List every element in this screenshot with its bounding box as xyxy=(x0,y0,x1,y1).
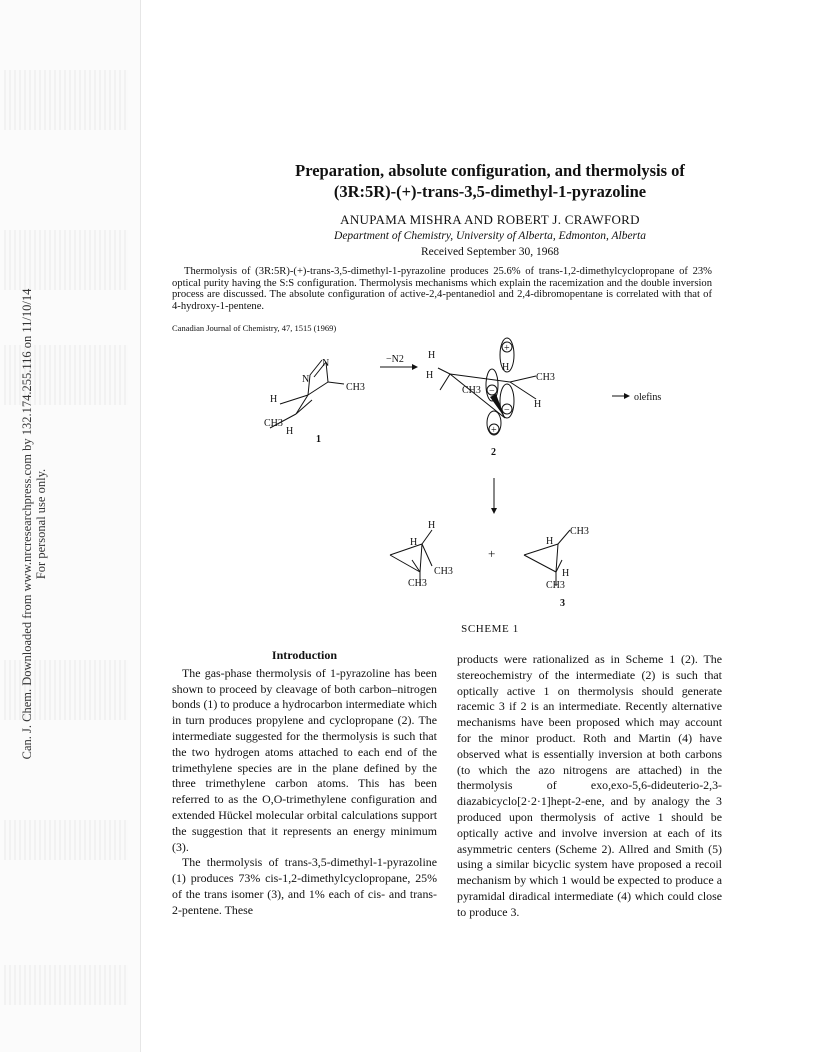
label-plus: + xyxy=(491,425,497,436)
journal-citation: Canadian Journal of Chemistry, 47, 1515 (1969) xyxy=(172,323,337,333)
atom-n: N xyxy=(322,358,330,369)
affiliation: Department of Chemistry, University of Alberta, Edmonton, Alberta xyxy=(334,230,646,242)
atom-ch3: CH3 xyxy=(264,418,283,429)
scan-noise xyxy=(4,965,128,1005)
paragraph: products were rationalized as in Scheme 1 (2). The stereochemistry of the intermediate (2) is such that optically active 1 on thermolysis should generate racemic 3 if 2 is an intermediate. Recently alternative mechanisms have been proposed which may account for the minor product. Roth and Martin (4) have observed what is essentially inversion at both carbons (to which the azo nitrogens are attached) in the thermolysis of exo,exo-5,6-dideuterio-2,3-diazabicyclo[2·2·1]hept-2-ene, and by analogy the 3 produced upon thermolysis of active 1 should be optically active and involve inversion at each of its asymmetric centers (Scheme 2). Allred and Smith (5) using a similar bicyclic system have proposed a recoil mechanism by which 1 would be expected to produce a pyramidal diradical intermediate (4) which could close to produce 3. xyxy=(457,652,722,919)
authors: ANUPAMA MISHRA AND ROBERT J. CRAWFORD xyxy=(340,212,640,227)
atom-ch3: CH3 xyxy=(408,578,427,589)
label-plus: + xyxy=(504,343,510,354)
label-minus: − xyxy=(489,386,495,397)
atom-h: H xyxy=(546,536,554,547)
label-olefins: olefins xyxy=(634,392,662,403)
compound-1 xyxy=(264,358,365,445)
atom-ch3: CH3 xyxy=(546,580,565,591)
compound-number: 2 xyxy=(491,447,496,458)
scheme-1-diagram xyxy=(240,330,760,620)
received-date: Received September 30, 1968 xyxy=(421,246,559,258)
atom-ch3: CH3 xyxy=(536,372,555,383)
down-arrow xyxy=(491,478,497,514)
atom-n: N xyxy=(302,374,310,385)
atom-h: H xyxy=(428,350,436,361)
download-notice xyxy=(20,224,48,824)
paragraph: The thermolysis of trans-3,5-dimethyl-1-pyrazoline (1) produces 73% cis-1,2-dimethylcyclopropane, 25% of the trans isomer (3), and 1% each of cis- and trans-2-pentene. These xyxy=(172,855,437,917)
compound-number: 3 xyxy=(560,598,565,609)
label-plus: + xyxy=(488,546,496,561)
atom-ch3: CH3 xyxy=(570,526,589,537)
title-line1: Preparation, absolute configuration, and thermolysis of xyxy=(295,161,685,180)
paragraph: The gas-phase thermolysis of 1-pyrazoline has been shown to proceed by cleavage of both carbon–nitrogen bonds (1) to produce a hydrocarbon intermediate which in turn produces propylene and cyclopropane (2). The intermediate suggested for the thermolysis is such that the two hydrogen atoms attached to each end of the trimethylene species are in the plane defined by the three trimethylene carbon atoms. This has been referred to as the O,O-trimethylene configuration and extended Hückel molecular orbital calculations support the suggestion that it represents an energy minimum (3). xyxy=(172,665,437,854)
atom-h: H xyxy=(502,362,510,373)
atom-h: H xyxy=(534,399,542,410)
atom-h: H xyxy=(410,537,418,548)
atom-ch3: CH3 xyxy=(462,385,481,396)
product-trans-3 xyxy=(524,526,589,609)
scan-noise xyxy=(4,820,128,860)
atom-h: H xyxy=(426,370,434,381)
section-heading: Introduction xyxy=(271,648,338,662)
intermediate-2 xyxy=(426,338,555,458)
atom-ch3: CH3 xyxy=(434,566,453,577)
scheme-caption: SCHEME 1 xyxy=(461,623,519,635)
scan-noise xyxy=(4,70,128,130)
reaction-arrow xyxy=(380,354,418,370)
download-notice-line1: Can. J. Chem. Downloaded from www.nrcresearchpress.com by 132.174.255.116 on 11/10/14 xyxy=(20,288,34,760)
title-line2: (3R:5R)-(+)-trans-3,5-dimethyl-1-pyrazoline xyxy=(333,182,647,201)
label-minus-n2: −N2 xyxy=(386,354,404,365)
abstract: Thermolysis of (3R:5R)-(+)-trans-3,5-dimethyl-1-pyrazoline produces 25.6% of trans-1,2-dimethylcyclopropane of 23% optical purity having the S:S configuration. Thermolysis mechanisms which explain the racemization and the double inversion process are discussed. The absolute configuration of active-2,4-pentanediol and 2,4-dibromopentane is correlated with that of 4-hydroxy-1-pentene. xyxy=(172,266,712,312)
atom-h: H xyxy=(286,426,294,437)
product-cis xyxy=(390,520,453,589)
body-left-column xyxy=(172,648,437,919)
download-notice-line2: For personal use only. xyxy=(34,468,48,580)
label-minus: − xyxy=(504,405,510,416)
atom-h: H xyxy=(562,568,570,579)
atom-h: H xyxy=(428,520,436,531)
body-right-column xyxy=(457,652,722,921)
compound-number: 1 xyxy=(316,434,321,445)
atom-h: H xyxy=(270,394,278,405)
olefins-arrow xyxy=(612,392,661,403)
paper-title xyxy=(190,160,790,202)
atom-ch3: CH3 xyxy=(346,382,365,393)
